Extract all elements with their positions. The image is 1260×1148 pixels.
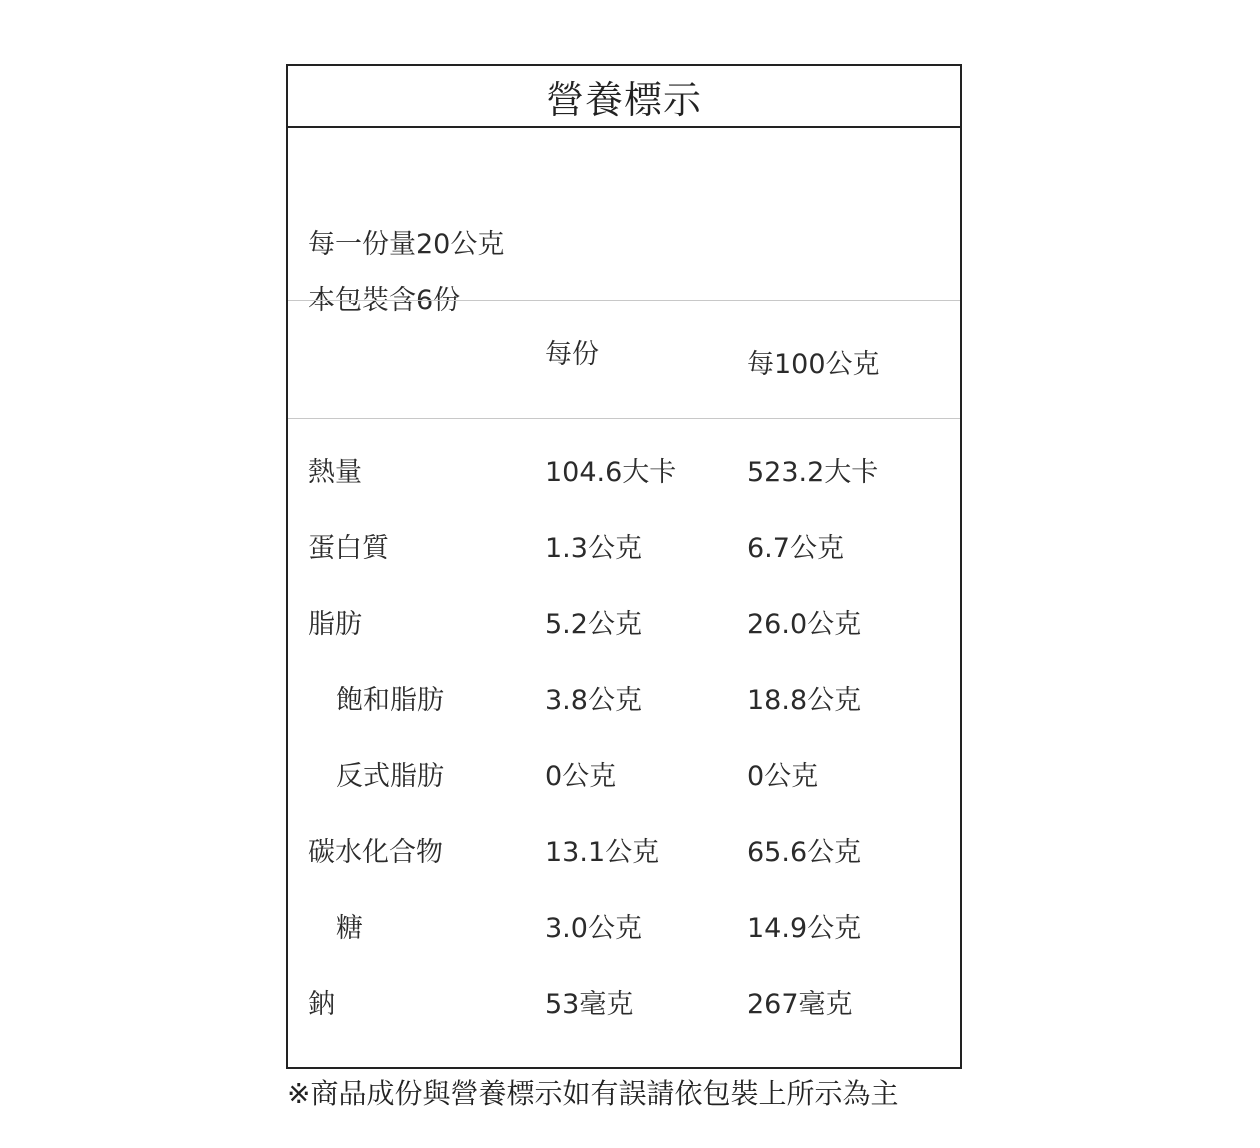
column-header-per-serving: 每份: [545, 339, 599, 370]
serving-size: 每一份量20公克: [308, 229, 505, 260]
nutrition-facts-label: [286, 64, 962, 1069]
nutrient-name: 反式脂肪: [336, 761, 444, 792]
column-header-per-100g: 每100公克: [747, 349, 880, 380]
nutrient-name: 脂肪: [308, 609, 362, 640]
servings-per-package: 本包裝含6份: [308, 285, 461, 316]
nutrient-per-serving: 5.2公克: [545, 609, 642, 640]
nutrient-row-saturated-fat: [288, 678, 960, 718]
nutrient-per-100g: 523.2大卡: [747, 457, 879, 488]
nutrient-per-100g: 18.8公克: [747, 685, 862, 716]
nutrient-name: 蛋白質: [308, 533, 389, 564]
nutrient-per-100g: 267毫克: [747, 989, 853, 1020]
nutrient-per-100g: 65.6公克: [747, 837, 862, 868]
nutrient-per-100g: 6.7公克: [747, 533, 844, 564]
nutrient-name: 熱量: [308, 457, 362, 488]
nutrient-row-carbohydrate: [288, 830, 960, 870]
nutrient-per-serving: 13.1公克: [545, 837, 660, 868]
divider-serving: [288, 300, 960, 301]
nutrient-name: 飽和脂肪: [336, 685, 444, 716]
nutrient-row-protein: [288, 526, 960, 566]
nutrient-per-serving: 3.8公克: [545, 685, 642, 716]
nutrient-row-calories: [288, 450, 960, 490]
divider-header: [288, 418, 960, 419]
nutrient-per-serving: 3.0公克: [545, 913, 642, 944]
nutrient-per-serving: 104.6大卡: [545, 457, 677, 488]
nutrient-name: 碳水化合物: [308, 837, 443, 868]
nutrient-per-serving: 0公克: [545, 761, 617, 792]
footnote: ※商品成份與營養標示如有誤請依包裝上所示為主: [287, 1077, 899, 1110]
nutrient-row-trans-fat: [288, 754, 960, 794]
label-title: 營養標示: [288, 66, 960, 128]
nutrient-row-sugar: [288, 906, 960, 946]
nutrient-per-serving: 53毫克: [545, 989, 634, 1020]
nutrient-per-serving: 1.3公克: [545, 533, 642, 564]
nutrient-per-100g: 14.9公克: [747, 913, 862, 944]
nutrient-name: 鈉: [308, 989, 335, 1020]
nutrient-row-sodium: [288, 982, 960, 1022]
nutrient-name: 糖: [336, 913, 363, 944]
nutrient-per-100g: 26.0公克: [747, 609, 862, 640]
nutrient-row-fat: [288, 602, 960, 642]
nutrient-per-100g: 0公克: [747, 761, 819, 792]
